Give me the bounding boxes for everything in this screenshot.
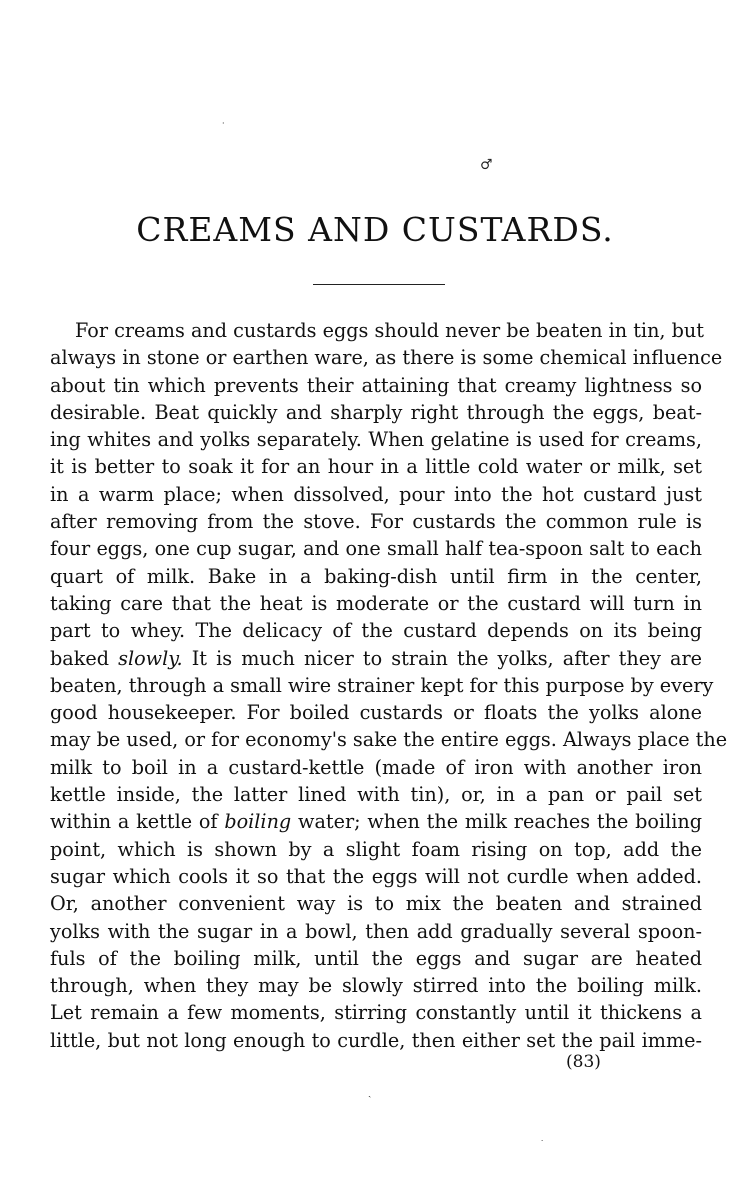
text-line: ing whites and yolks separately. When gelatine is used for creams,: [50, 428, 702, 452]
text-line: [50, 645, 702, 672]
text-line: about tin which prevents their attaining that creamy lightness so: [50, 373, 702, 397]
text-line: good housekeeper. For boiled custards or floats the yolks alone: [50, 701, 702, 725]
text-line: yolks with the sugar in a bowl, then add gradually several spoon-: [50, 919, 702, 943]
text-line: little, but not long enough to curdle, then either set the pail imme-: [50, 1028, 702, 1052]
body-paragraph: [50, 317, 728, 1054]
ink-speck: ·: [541, 1137, 544, 1145]
text-line: in a warm place; when dissolved, pour into the hot custard just: [50, 482, 702, 506]
ink-speck: ·: [222, 119, 225, 128]
text-line: [50, 808, 702, 835]
text-line: quart of milk. Bake in a baking-dish until firm in the center,: [50, 564, 702, 588]
text-line: sugar which cools it so that the eggs will not curdle when added.: [50, 864, 702, 888]
text-line: milk to boil in a custard-kettle (made of iron with another iron: [50, 755, 702, 779]
text-line: beaten, through a small wire strainer kept for this purpose by every: [50, 673, 714, 697]
text-segment: baked: [50, 646, 119, 670]
ink-speck: ˏ: [368, 1087, 372, 1098]
text-line: For creams and custards eggs should never be beaten in tin, but: [75, 319, 704, 342]
text-line: desirable. Beat quickly and sharply right through the eggs, beat-: [50, 400, 702, 424]
text-line: part to whey. The delicacy of the custard depends on its being: [50, 619, 702, 643]
text-line: it is better to soak it for an hour in a little cold water or milk, set: [50, 455, 702, 479]
text-line: may be used, or for economy's sake the entire eggs. Always place the: [50, 728, 728, 752]
text-segment: water; when the milk reaches the boiling: [291, 810, 702, 834]
text-line: point, which is shown by a slight foam rising on top, add the: [50, 837, 702, 861]
text-line: Let remain a few moments, stirring constantly until it thickens a: [50, 1001, 702, 1025]
chapter-title: CREAMS AND CUSTARDS.: [136, 210, 614, 249]
text-line: through, when they may be slowly stirred into the boiling milk.: [50, 974, 702, 998]
page-number: (83): [566, 1052, 601, 1072]
text-line: fuls of the boiling milk, until the eggs and sugar are heated: [50, 946, 702, 970]
italic-text: boiling: [224, 810, 292, 834]
text-line: Or, another convenient way is to mix the beaten and strained: [50, 892, 702, 916]
text-line: four eggs, one cup sugar, and one small half tea-spoon salt to each: [50, 537, 702, 561]
ink-mark: ♂: [480, 157, 493, 173]
text-line: after removing from the stove. For custards the common rule is: [50, 510, 702, 534]
text-line: taking care that the heat is moderate or the custard will turn in: [50, 591, 702, 615]
title-rule: [313, 284, 445, 285]
italic-text: slowly.: [118, 646, 183, 670]
text-line: always in stone or earthen ware, as there is some chemical influence: [50, 346, 723, 370]
text-segment: It is much nicer to strain the yolks, after they are: [182, 646, 702, 670]
text-line: kettle inside, the latter lined with tin), or, in a pan or pail set: [50, 783, 702, 807]
text-segment: within a kettle of: [50, 810, 225, 834]
